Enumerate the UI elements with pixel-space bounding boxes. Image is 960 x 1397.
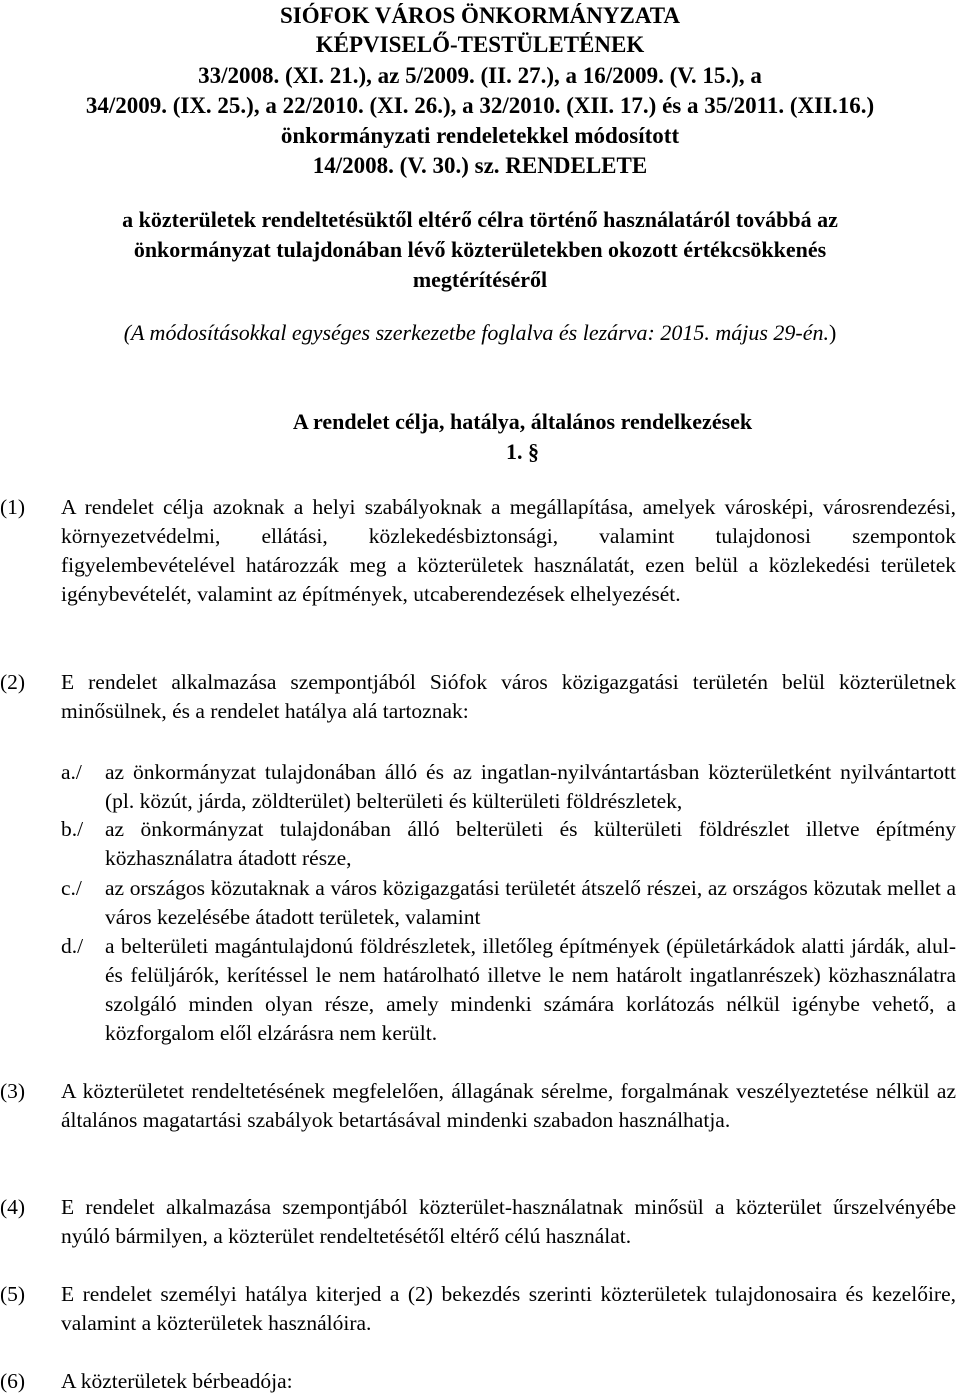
subtitle-line-2: önkormányzat tulajdonában lévő közterületekben okozott értékcsökkenés <box>133 237 827 262</box>
list-item-text: az önkormányzat tulajdonában álló és az ingatlan-nyilvántartásban közterületként nyilvántartott (pl. közút, járda, zöldterület) belterületi és külterületi földrészletek, <box>105 760 956 813</box>
paragraph-text: A közterületek bérbeadója: <box>61 1369 293 1393</box>
paragraph-number: (4) <box>0 1195 26 1219</box>
list-item-text: az országos közutaknak a város közigazgatási területét átszelő részei, az országos közutak mellet a város kezelésébe átadott területek, valamint <box>105 876 956 929</box>
paragraph-number: (2) <box>0 670 26 694</box>
paragraph-number: (3) <box>0 1079 26 1103</box>
consolidation-note-italic: (A módosításokkal egységes szerkezetbe foglalva és lezárva: 2015. május 29-én. <box>123 320 829 345</box>
list-item-label: c./ <box>61 876 82 900</box>
list-item-text: az önkormányzat tulajdonában álló belterületi és külterületi földrészlet illetve építmény közhasználatra átadott része, <box>105 817 956 870</box>
paragraph-text: E rendelet személyi hatálya kiterjed a (2) bekezdés szerinti közterületek tulajdonosaira és kezelőire, valamint a közterületek használóira. <box>61 1282 956 1335</box>
consolidation-note-closing: ) <box>828 320 837 345</box>
title-amendments-line-3: önkormányzati rendeletekkel módosított <box>280 123 680 148</box>
title-body: KÉPVISELŐ-TESTÜLETÉNEK <box>315 32 645 57</box>
paragraph-number: (6) <box>0 1369 26 1393</box>
section-heading: A rendelet célja, hatálya, általános rendelkezések <box>292 409 753 434</box>
paragraph-text: E rendelet alkalmazása szempontjából Siófok város közigazgatási területén belül közterületnek minősülnek, és a rendelet hatálya alá tartoznak: <box>61 670 956 723</box>
title-amendments-line-2: 34/2009. (IX. 25.), a 22/2010. (XI. 26.), a 32/2010. (XII. 17.) és a 35/2011. (XII.16.) <box>85 93 875 118</box>
paragraph-text: A rendelet célja azoknak a helyi szabályoknak a megállapítása, amelyek városképi, városrendezési, környezetvédelmi, ellátási, közlekedésbiztonsági, valamint tulajdonosi szempontok figyelembevételével határozzák meg a közterületek használatát, ezen belül a közlekedési területek igénybevételét, valamint az építmények, utcaberendezések elhelyezését. <box>61 495 956 606</box>
paragraph-text: E rendelet alkalmazása szempontjából közterület-használatnak minősül a közterület űrszelvényébe nyúló bármilyen, a közterület rendeltetésétől eltérő célú használat. <box>61 1195 956 1248</box>
title-amendments-line-1: 33/2008. (XI. 21.), az 5/2009. (II. 27.), a 16/2009. (V. 15.), a <box>198 63 762 88</box>
list-item-label: b./ <box>61 817 84 841</box>
paragraph-number: (1) <box>0 495 26 519</box>
subtitle-line-3: megtérítéséről <box>412 267 548 292</box>
section-number: 1. § <box>506 439 539 464</box>
list-item-label: a./ <box>61 760 82 784</box>
title-decree-number: 14/2008. (V. 30.) sz. RENDELETE <box>312 153 648 178</box>
paragraph-number: (5) <box>0 1282 26 1306</box>
title-municipality: SIÓFOK VÁROS ÖNKORMÁNYZATA <box>280 3 680 28</box>
list-item-text: a belterületi magántulajdonú földrészletek, illetőleg építmények (épületárkádok alatti járdák, alul- és felüljárók, kerítéssel le nem határolható illetve le nem határolt ingatlanrészek) közhasználatra szolgáló minden olyan része, amely mindenki számára korlátozás nélkül igénybe vehető, a közforgalom elől elzárásra nem került. <box>105 934 956 1045</box>
consolidation-note <box>0 318 960 348</box>
subtitle-line-1: a közterületek rendeltetésüktől eltérő célra történő használatáról továbbá az <box>122 207 838 232</box>
list-item-label: d./ <box>61 934 84 958</box>
paragraph-text: A közterületet rendeltetésének megfelelően, állagának sérelme, forgalmának veszélyeztetése nélkül az általános magatartási szabályok betartásával mindenki szabadon használhatja. <box>61 1079 956 1132</box>
